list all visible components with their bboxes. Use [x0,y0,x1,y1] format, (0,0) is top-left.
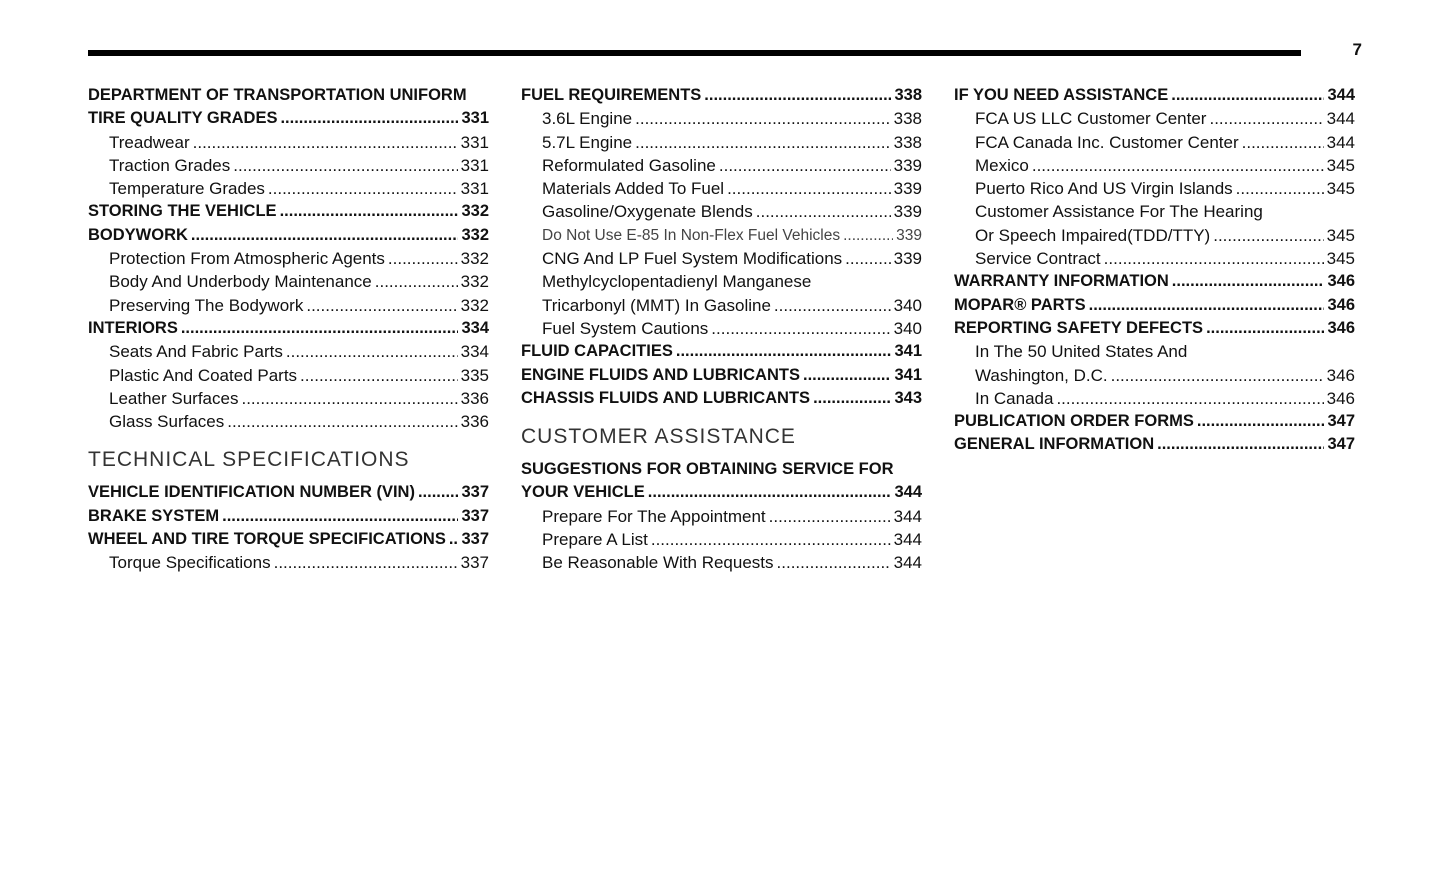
toc-subentry[interactable]: Treadwear ..... 331 [88,131,489,154]
toc-subentry[interactable]: Be Reasonable With Requests ..... 344 [521,551,922,574]
page-ref: 337 [461,506,489,525]
page-ref: 337 [461,530,489,549]
page-ref: 339 [893,179,922,199]
page-ref: 331 [460,179,489,199]
toc-column-3 [954,84,1355,457]
page-ref: 347 [1327,412,1355,431]
toc-entry[interactable]: MOPAR® PARTS ..... 346 [954,294,1355,317]
page-ref: 339 [893,249,922,269]
page-ref: 345 [1326,155,1355,175]
page-ref: 345 [1326,249,1355,269]
toc-subentry[interactable]: Traction Grades ..... 331 [88,154,489,177]
page-ref: 344 [1326,132,1355,152]
page-ref: 336 [460,388,489,408]
toc-entry[interactable]: GENERAL INFORMATION ..... 347 [954,433,1355,456]
page-ref: 334 [461,318,489,337]
toc-entry[interactable]: YOUR VEHICLE ..... 344 [521,481,922,504]
toc-subentry[interactable]: Gasoline/Oxygenate Blends ..... 339 [521,200,922,223]
page-ref: 338 [893,132,922,152]
page-ref: 331 [461,109,489,128]
section-title-customer-assistance: CUSTOMER ASSISTANCE [521,425,796,449]
page-ref: 346 [1327,272,1355,291]
toc-subentry[interactable]: CNG And LP Fuel System Modifications ..... 339 [521,247,922,270]
page-ref: 336 [460,412,489,432]
page-ref: 347 [1327,435,1355,454]
page-ref: 344 [1327,86,1355,104]
page-ref: 338 [893,109,922,129]
page-number: 7 [1352,40,1362,59]
toc-subentry[interactable]: Washington, D.C. ..... 346 [954,364,1355,387]
page-ref: 331 [460,132,489,152]
page-ref: 332 [460,249,489,269]
toc-subentry[interactable]: Prepare A List ..... 344 [521,528,922,551]
page-ref: 343 [894,388,922,407]
toc-entry[interactable]: FUEL REQUIREMENTS ..... 338 [521,84,922,107]
toc-subentry[interactable]: Tricarbonyl (MMT) In Gasoline ..... 340 [521,294,922,317]
page-ref: 344 [893,530,922,550]
page-ref: 345 [1326,225,1355,245]
page-ref: 332 [460,295,489,315]
toc-subentry[interactable]: FCA US LLC Customer Center ..... 344 [954,107,1355,130]
toc-heading: SUGGESTIONS FOR OBTAINING SERVICE FOR [521,460,894,479]
toc-column-1 [88,84,489,575]
toc-subentry[interactable]: Service Contract ..... 345 [954,247,1355,270]
toc-entry[interactable]: BODYWORK ..... 332 [88,224,489,247]
page-ref: 338 [894,86,922,104]
page-ref: 344 [893,506,922,526]
toc-subentry[interactable]: Materials Added To Fuel ..... 339 [521,177,922,200]
page-ref: 341 [894,365,922,384]
page-ref: 339 [896,226,922,244]
toc-subentry[interactable]: In Canada ..... 346 [954,387,1355,410]
toc-subentry[interactable]: Fuel System Cautions ..... 340 [521,317,922,340]
page-ref: 346 [1326,388,1355,408]
toc-subentry[interactable]: Or Speech Impaired(TDD/TTY) ..... 345 [954,224,1355,247]
section-title-technical-specifications: TECHNICAL SPECIFICATIONS [88,448,410,472]
toc-subentry-line: In The 50 United States And [975,342,1188,362]
toc-heading: DEPARTMENT OF TRANSPORTATION UNIFORM [88,86,467,104]
page-ref: 340 [893,295,922,315]
page-ref: 341 [894,342,922,361]
toc-entry[interactable]: STORING THE VEHICLE ..... 332 [88,200,489,223]
page-ref: 346 [1326,365,1355,385]
toc-subentry[interactable]: Prepare For The Appointment ..... 344 [521,505,922,528]
page-ref: 344 [1326,109,1355,129]
page-ref: 332 [461,202,489,221]
toc-subentry[interactable]: Reformulated Gasoline ..... 339 [521,154,922,177]
page-ref: 345 [1326,179,1355,199]
toc-subentry[interactable]: Protection From Atmospheric Agents ..... 332 [88,247,489,270]
toc-subentry-line: Methylcyclopentadienyl Manganese [542,272,812,292]
page-ref: 331 [460,155,489,175]
toc-subentry[interactable]: Seats And Fabric Parts ..... 334 [88,340,489,363]
page-ref: 337 [460,553,489,573]
toc-entry[interactable]: FLUID CAPACITIES ..... 341 [521,340,922,363]
toc-entry[interactable]: INTERIORS ..... 334 [88,317,489,340]
page-ref: 334 [460,342,489,362]
toc-entry[interactable]: REPORTING SAFETY DEFECTS ..... 346 [954,317,1355,340]
toc-subentry[interactable]: Leather Surfaces ..... 336 [88,387,489,410]
toc-subentry[interactable]: Body And Underbody Maintenance ..... 332 [88,270,489,293]
toc-entry[interactable]: CHASSIS FLUIDS AND LUBRICANTS ..... 343 [521,387,922,410]
toc-column-2 [521,84,922,575]
toc-subentry[interactable]: Preserving The Bodywork ..... 332 [88,294,489,317]
toc-subentry-line: Customer Assistance For The Hearing [975,202,1263,222]
toc-subentry[interactable]: 3.6L Engine ..... 338 [521,107,922,130]
page-ref: 344 [893,553,922,573]
toc-subentry[interactable]: FCA Canada Inc. Customer Center ..... 344 [954,131,1355,154]
page-ref: 332 [461,225,489,244]
toc-subentry[interactable]: Plastic And Coated Parts ..... 335 [88,364,489,387]
header-rule [88,50,1301,56]
page-ref: 340 [893,318,922,338]
toc-subentry[interactable]: Mexico ..... 345 [954,154,1355,177]
page-ref: 339 [893,155,922,175]
toc-subentry[interactable]: Torque Specifications ..... 337 [88,551,489,574]
toc-entry[interactable]: WHEEL AND TIRE TORQUE SPECIFICATIONS ..... 337 [88,528,489,551]
page-ref: 346 [1327,318,1355,337]
page-ref: 332 [460,272,489,292]
toc-entry[interactable]: IF YOU NEED ASSISTANCE ..... 344 [954,84,1355,107]
toc-entry[interactable]: VEHICLE IDENTIFICATION NUMBER (VIN) ..... 337 [88,481,489,504]
toc-entry[interactable]: BRAKE SYSTEM ..... 337 [88,505,489,528]
page-ref: 335 [460,365,489,385]
toc-subentry[interactable]: 5.7L Engine ..... 338 [521,131,922,154]
toc-entry[interactable]: ENGINE FLUIDS AND LUBRICANTS ..... 341 [521,364,922,387]
page-ref: 344 [894,483,922,502]
toc-entry[interactable]: TIRE QUALITY GRADES ..... 331 [88,107,489,130]
toc-subentry[interactable]: Glass Surfaces ..... 336 [88,410,489,433]
toc-subentry[interactable]: Puerto Rico And US Virgin Islands ..... 345 [954,177,1355,200]
page-ref: 346 [1327,295,1355,314]
page-ref: 339 [893,202,922,222]
toc-subentry[interactable]: Do Not Use E-85 In Non-Flex Fuel Vehicles ..... 339 [521,224,922,247]
toc-entry[interactable]: WARRANTY INFORMATION ..... 346 [954,270,1355,293]
page-ref: 337 [461,483,489,502]
toc-entry[interactable]: PUBLICATION ORDER FORMS ..... 347 [954,410,1355,433]
toc-subentry[interactable]: Temperature Grades ..... 331 [88,177,489,200]
